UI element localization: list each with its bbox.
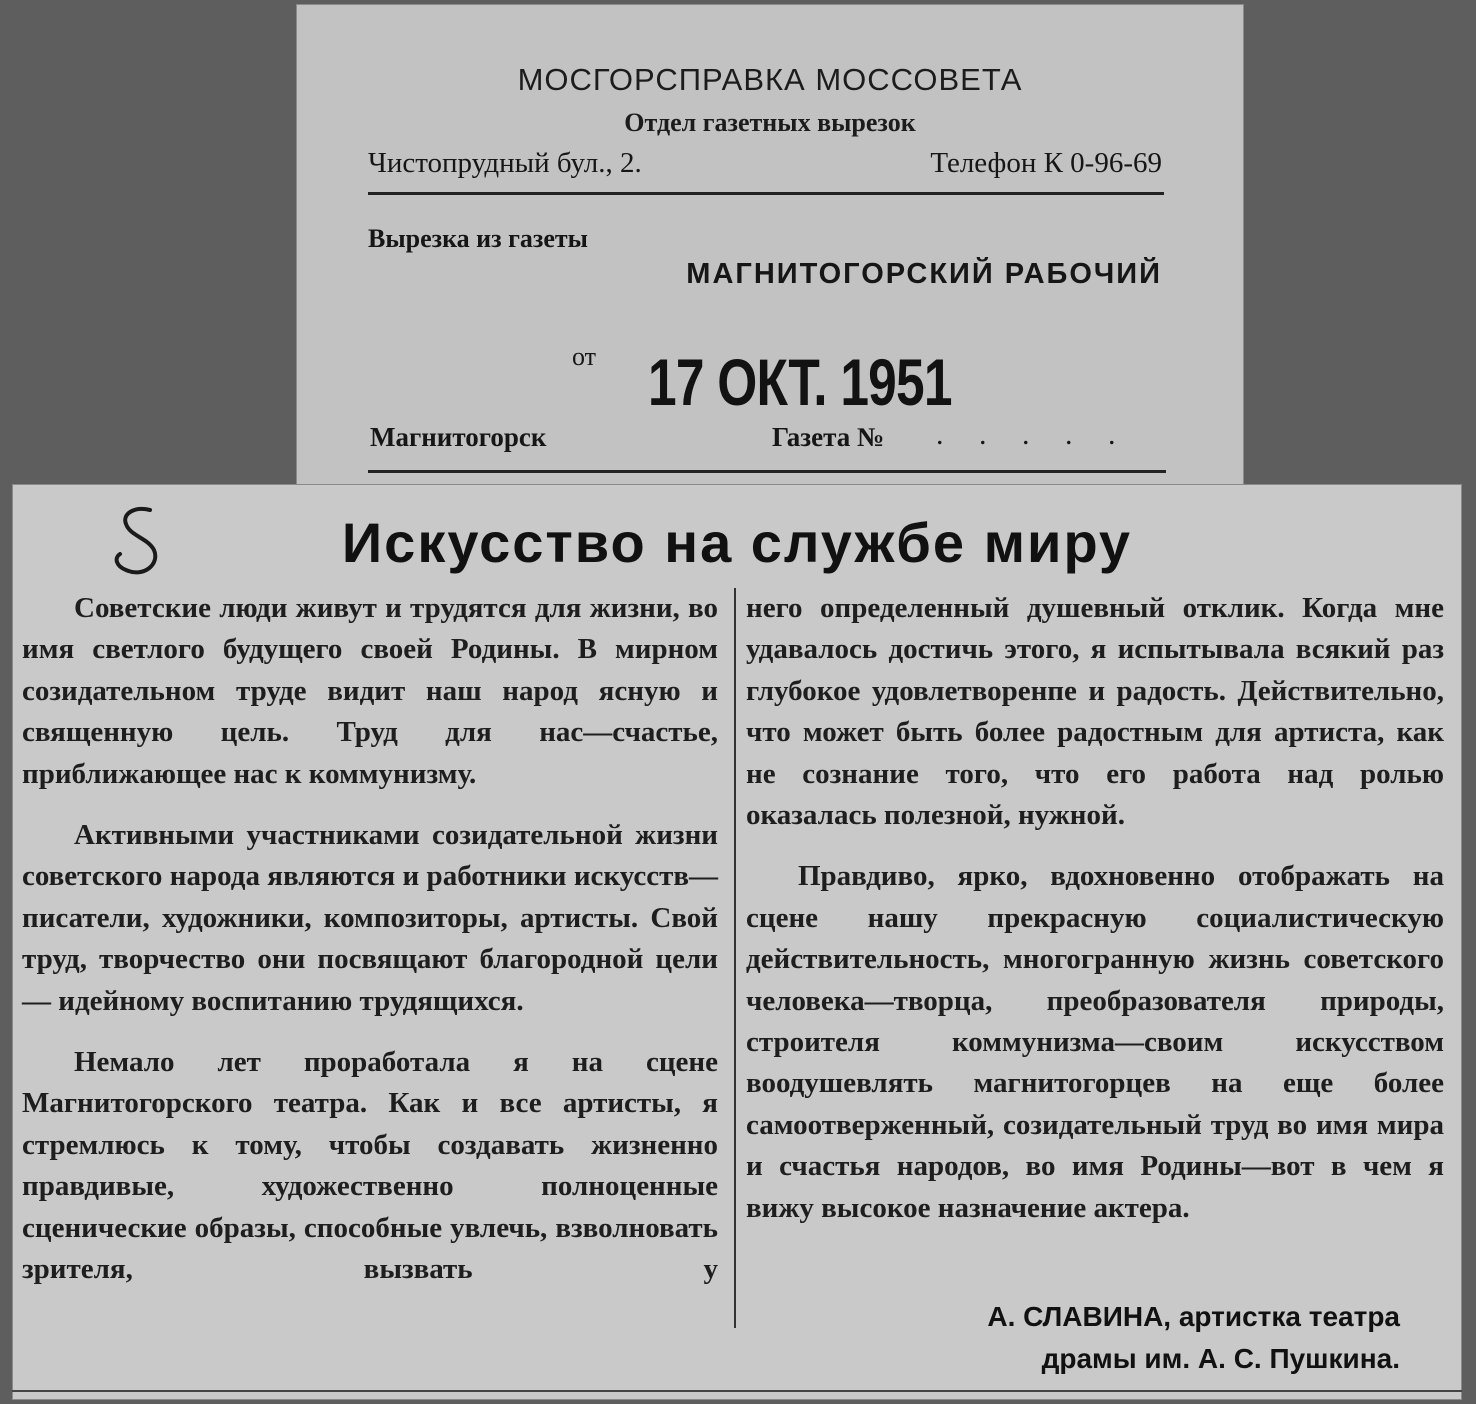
signature-line: А. СЛАВИНА, артистка театра: [987, 1301, 1400, 1332]
paragraph: Немало лет проработала я на сцене Магнитогорского театра. Как и все артисты, я стремлюсь к тому, чтобы создавать жизненно правдивые, художественно полноценные сценические образы, способные увлечь, взволновать зрителя, вызвать у: [22, 1046, 718, 1286]
column-divider: [734, 588, 736, 1328]
phone: Телефон К 0-96-69: [930, 147, 1162, 179]
from-label: от: [572, 342, 597, 371]
newspaper-name: МАГНИТОГОРСКИЙ РАБОЧИЙ: [686, 258, 1162, 290]
issue-number-dots: . . . . .: [936, 418, 1130, 451]
paragraph: Правдиво, ярко, вдохновенно отображать на сцене нашу прекрасную социалистическую действительность, многогранную жизнь советского человека—творца, преобразователя природы, строителя коммунизма—своим искусством воодушевлять магнитогорцев на еще более самоотверженный, созидательный труд во имя мира и счастья народов, во имя Родины—вот в чем я вижу высокое назначение актера.: [746, 860, 1444, 1224]
address: Чистопрудный бул., 2.: [368, 147, 642, 179]
department-name: Отдел газетных вырезок: [624, 108, 916, 137]
city: Магнитогорск: [370, 422, 547, 452]
date-stamp: 17 ОКТ. 1951: [648, 345, 952, 419]
newspaper-clipping: [12, 484, 1462, 1400]
clipping-service-slip: [296, 4, 1244, 492]
cutting-label: Вырезка из газеты: [368, 224, 588, 253]
author-signature: [987, 1296, 1400, 1380]
signature-line: драмы им. А. С. Пушкина.: [1041, 1343, 1400, 1374]
divider: [368, 192, 1164, 195]
paragraph: Советские люди живут и трудятся для жизни, во имя светлого будущего своей Родины. В мирном созидательном труде видит наш народ ясную и священную цель. Труд для нас—счастье, приближающее нас к коммунизму.: [22, 592, 718, 790]
paragraph: Активными участниками созидательной жизни советского народа являются и работники искусств—писатели, художники, композиторы, артисты. Свой труд, творчество они посвящают благородной цели — идейному воспитанию трудящихся.: [22, 819, 718, 1017]
article-column-left: [22, 588, 718, 1291]
paragraph: него определенный душевный отклик. Когда мне удавалось достичь этого, я испытывала всякий раз глубокое удовлетворенпе и радость. Действительно, что может быть более радостным для артиста, как не сознание того, что его работа над ролью оказалась полезной, нужной.: [746, 592, 1444, 832]
org-name: МОСГОРСПРАВКА МОССОВЕТА: [517, 62, 1023, 97]
article-headline: Искусство на службе миру: [341, 511, 1133, 574]
divider: [368, 470, 1166, 473]
article-column-right: [746, 588, 1444, 1229]
issue-label: Газета №: [772, 422, 885, 452]
divider: [12, 1390, 1462, 1392]
